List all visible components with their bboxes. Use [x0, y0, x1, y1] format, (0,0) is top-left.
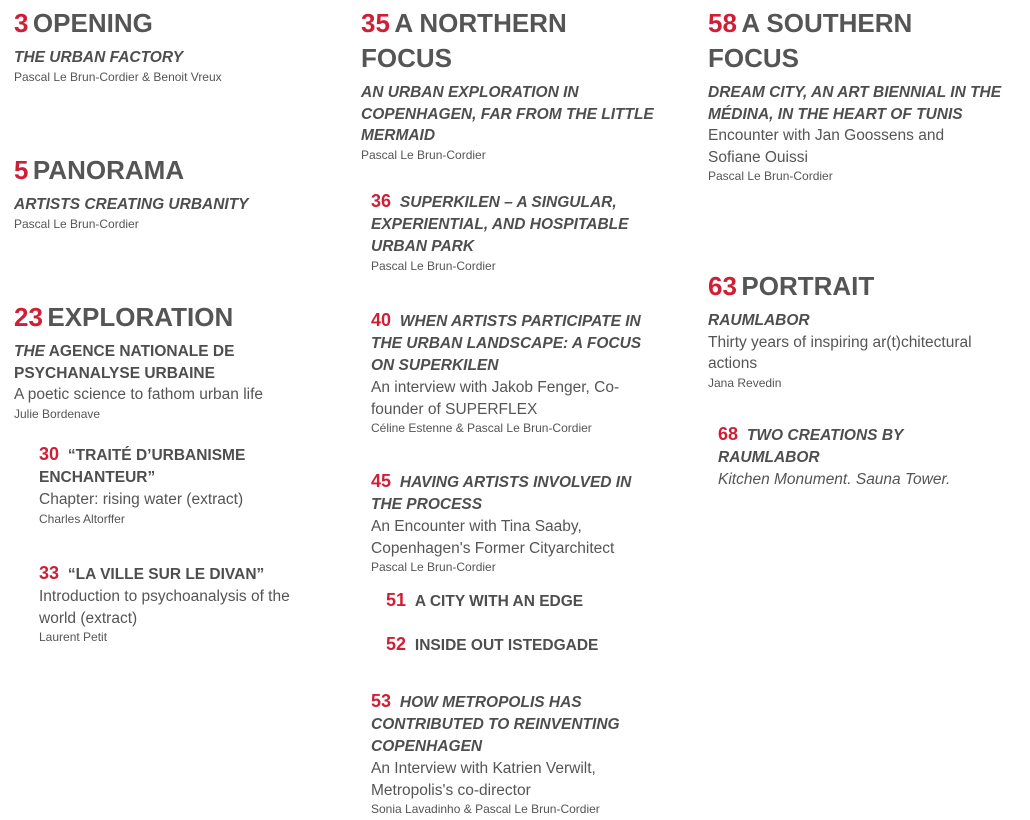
author: Sonia Lavadinho & Pascal Le Brun-Cordier [371, 802, 600, 816]
toc-entry-process[interactable] [371, 470, 656, 575]
page-number: 63 [708, 271, 737, 301]
author: Céline Estenne & Pascal Le Brun-Cordier [371, 421, 592, 435]
author: Charles Altorffer [39, 511, 125, 526]
author: Pascal Le Brun-Cordier [14, 216, 139, 231]
page-number: 40 [371, 310, 392, 330]
toc-entry-portrait[interactable] [708, 271, 1013, 391]
toc-entry-artists-participate[interactable] [371, 309, 646, 436]
section-subtitle: DREAM CITY, AN ART BIENNIAL IN THE MÉDINA, IN THE HEART OF TUNIS [708, 84, 1002, 123]
section-title: OPENING [32, 8, 153, 38]
section-subtitle: RAUMLABOR [708, 312, 810, 329]
page-number: 51 [386, 590, 407, 610]
page-number: 36 [371, 191, 392, 211]
toc-entry-two-creations[interactable] [718, 423, 978, 491]
article-title: “LA VILLE SUR LE DIVAN” [67, 566, 265, 583]
section-title: PORTRAIT [741, 271, 875, 301]
section-subtitle: AGENCE NATIONALE DE PSYCHANALYSE URBAINE [14, 343, 235, 382]
page-number: 58 [708, 8, 737, 38]
article-title: HAVING ARTISTS INVOLVED IN THE PROCESS [371, 474, 632, 513]
toc-entry-southern-focus[interactable] [708, 8, 1008, 184]
page-number: 5 [14, 155, 29, 185]
article-title: “TRAITÉ D’URBANISME ENCHANTEUR” [39, 447, 246, 486]
toc-entry-divan[interactable] [39, 562, 314, 645]
page-number: 30 [39, 444, 60, 464]
section-subtitle: AN URBAN EXPLORATION IN COPENHAGEN, FAR FROM THE LITTLE MERMAID [361, 84, 654, 144]
author: Jana Revedin [708, 375, 782, 390]
toc-entry-exploration[interactable] [14, 302, 324, 422]
article-title: WHEN ARTISTS PARTICIPATE IN THE URBAN LANDSCAPE: A FOCUS ON SUPERKILEN [371, 313, 642, 374]
article-description: Introduction to psychoanalysis of the world (extract) [39, 588, 290, 627]
page-number: 23 [14, 302, 43, 332]
page-number: 53 [371, 691, 392, 711]
toc-entry-opening[interactable] [14, 8, 334, 85]
page-number: 35 [361, 8, 390, 38]
toc-entry-istedgade[interactable] [386, 633, 656, 657]
section-description: Encounter with Jan Goossens and Sofiane Ouissi [708, 127, 945, 166]
toc-entry-metropolis[interactable] [371, 690, 651, 817]
article-description: An Interview with Katrien Verwilt, Metropolis's co-director [371, 760, 596, 799]
article-title: A CITY WITH AN EDGE [414, 593, 584, 610]
article-description: An Encounter with Tina Saaby, Copenhagen's Former Cityarchitect [371, 518, 615, 557]
author: Pascal Le Brun-Cordier [371, 560, 496, 574]
section-title: A SOUTHERN FOCUS [708, 8, 913, 73]
article-title: INSIDE OUT ISTEDGADE [414, 637, 599, 654]
page-number: 3 [14, 8, 29, 38]
section-title: PANORAMA [32, 155, 185, 185]
page-number: 33 [39, 563, 60, 583]
page-number: 45 [371, 471, 392, 491]
article-description: Kitchen Monument. Sauna Tower. [718, 471, 951, 488]
toc-entry-traite[interactable] [39, 443, 339, 527]
author: Julie Bordenave [14, 406, 101, 421]
toc-entry-edge[interactable] [386, 589, 656, 613]
toc-entry-panorama[interactable] [14, 155, 334, 232]
toc-entry-northern-focus[interactable] [361, 8, 661, 163]
section-subtitle: THE URBAN FACTORY [14, 49, 184, 66]
section-subtitle: ARTISTS CREATING URBANITY [14, 196, 249, 213]
section-description: Thirty years of inspiring ar(t)chitectural actions [708, 333, 972, 372]
section-title: EXPLORATION [47, 302, 234, 332]
page-number: 68 [718, 424, 739, 444]
author: Pascal Le Brun-Cordier [371, 259, 496, 273]
author: Pascal Le Brun-Cordier [361, 147, 486, 162]
page-number: 52 [386, 634, 407, 654]
author: Laurent Petit [39, 630, 108, 644]
author: Pascal Le Brun-Cordier [708, 169, 833, 183]
article-title: HOW METROPOLIS HAS CONTRIBUTED TO REINVENTING COPENHAGEN [371, 694, 620, 755]
section-title: A NORTHERN FOCUS [361, 8, 567, 73]
toc-entry-superkilen[interactable] [371, 190, 646, 274]
article-title: TWO CREATIONS BY RAUMLABOR [718, 427, 904, 466]
article-title: SUPERKILEN – A SINGULAR, EXPERIENTIAL, AND HOSPITABLE URBAN PARK [371, 194, 629, 255]
subtitle-italic: THE [14, 343, 45, 360]
article-description: An interview with Jakob Fenger, Co-founder of SUPERFLEX [371, 379, 620, 418]
section-description: A poetic science to fathom urban life [14, 386, 264, 403]
author: Pascal Le Brun-Cordier & Benoit Vreux [14, 69, 222, 84]
article-description: Chapter: rising water (extract) [39, 491, 244, 508]
